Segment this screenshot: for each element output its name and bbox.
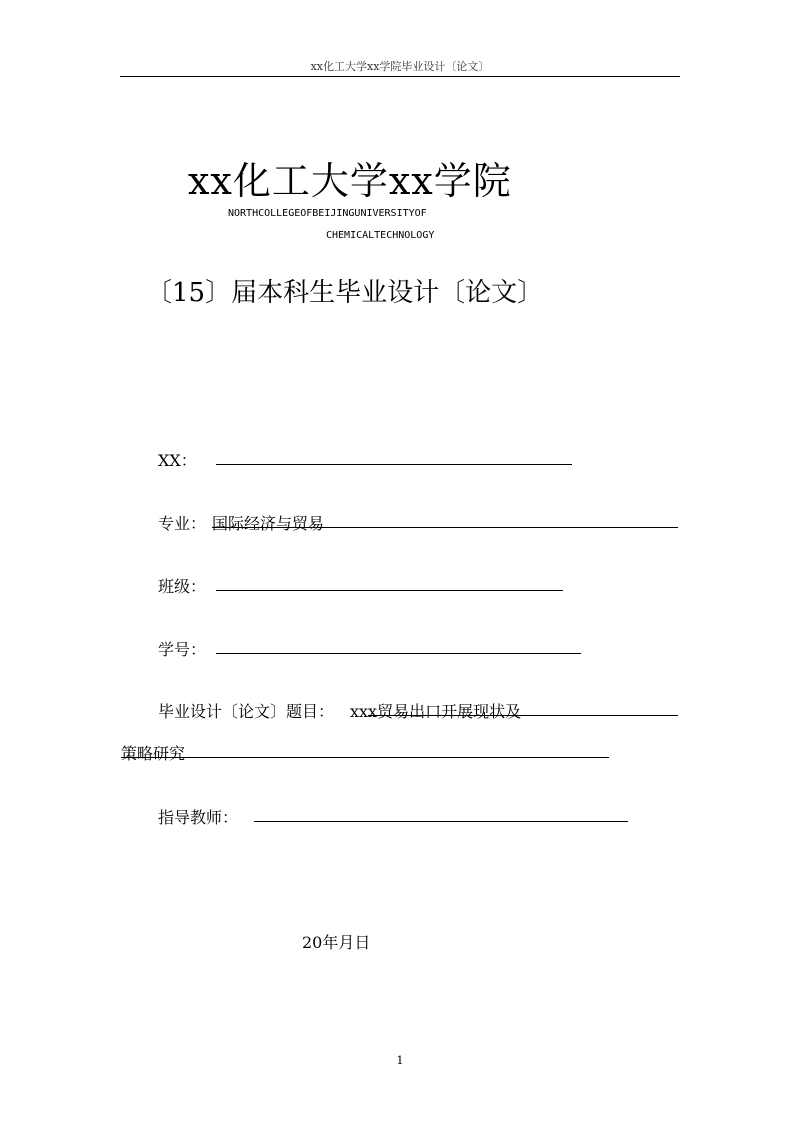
class-label: 班级：	[158, 577, 207, 596]
advisor-label: 指导教师：	[158, 808, 239, 827]
thesis-heading: 〔15〕届本科生毕业设计〔论文〕	[146, 278, 544, 308]
major-label: 专业：	[158, 514, 207, 533]
running-header: xx化工大学xx学院毕业设计〔论文〕	[310, 60, 490, 73]
topic-value-line1: xxx贸易出口开展现状及	[350, 702, 522, 721]
page-number: 1	[396, 1054, 404, 1067]
advisor-field-line	[254, 821, 628, 822]
major-value: 国际经济与贸易	[212, 514, 325, 533]
name-field-line	[216, 464, 572, 465]
school-name: xx化工大学xx学院	[188, 159, 512, 203]
header-divider	[120, 76, 680, 77]
student-id-label: 学号：	[158, 640, 207, 659]
topic-field-line1	[368, 715, 678, 716]
topic-label: 毕业设计〔论文〕题目：	[158, 702, 335, 721]
school-english-name-line1: NORTHCOLLEGEOFBEIJINGUNIVERSITYOF	[228, 208, 427, 219]
date-line: 20年月日	[302, 933, 371, 952]
name-label: XX：	[158, 451, 197, 470]
topic-value-line2: 策略研究	[121, 744, 186, 763]
school-english-name-line2: CHEMICALTECHNOLOGY	[326, 230, 435, 241]
topic-field-line2	[121, 757, 609, 758]
class-field-line	[216, 590, 563, 591]
student-id-field-line	[216, 653, 581, 654]
major-field-line	[212, 527, 678, 528]
